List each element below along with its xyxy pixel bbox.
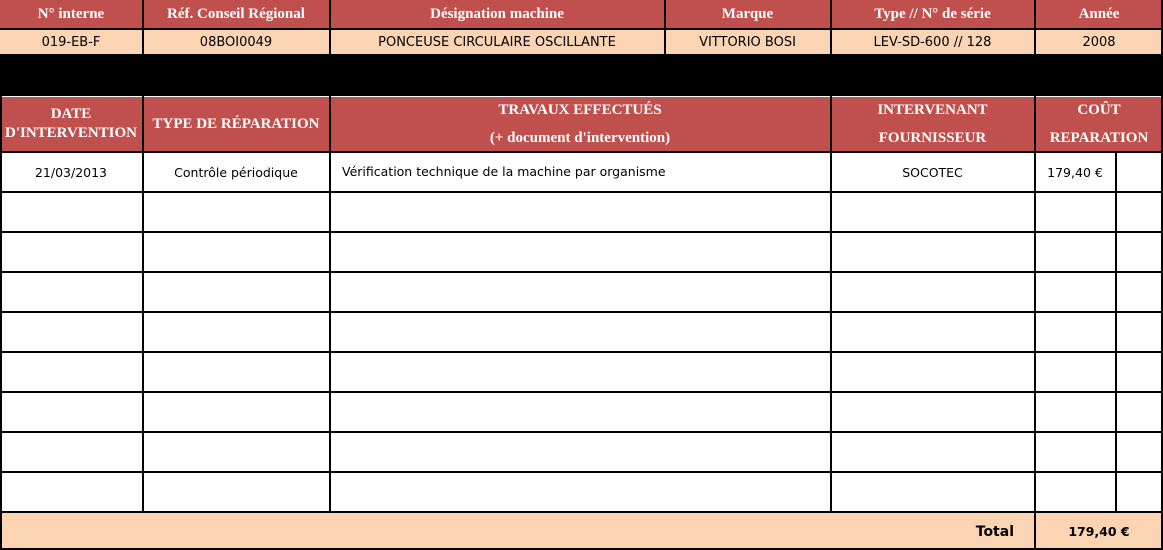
repair-cout-cell[interactable] [1035,153,1115,191]
cell-text: 08BOI0049 [199,35,273,50]
col-header-label: Réf. Conseil Régional [167,5,305,22]
col-header-cout [1035,97,1163,151]
col-header-annee [1035,0,1163,28]
cell-text: VITTORIO BOSI [699,35,796,50]
value-annee[interactable] [1035,30,1163,55]
col-header-label: Désignation machine [430,5,564,22]
value-type-serie[interactable] [831,30,1034,55]
col-header-label: TRAVAUX EFFECTUÉS [498,102,662,118]
col-header-label: TYPE DE RÉPARATION [152,115,320,132]
cell-text: 2008 [1082,35,1116,50]
cell-text: SOCOTEC [902,164,963,180]
total-label-cell [0,513,1034,550]
col-header-label: DATE [50,106,92,122]
cell-text: 179,40 € [1047,164,1103,180]
col-header-label: FOURNISSEUR [878,130,987,146]
col-header-ref-conseil [143,0,329,28]
total-value-cell [1035,513,1163,550]
col-header-label: Année [1078,5,1120,22]
value-marque[interactable] [665,30,830,55]
cell-text: PONCEUSE CIRCULAIRE OSCILLANTE [378,35,616,50]
col-header-type-reparation [143,97,329,151]
cell-text: Contrôle périodique [174,164,298,180]
col-header-date [0,97,142,151]
value-ref-conseil[interactable] [143,30,329,55]
col-header-label: COÛT [1077,102,1121,118]
total-label: Total [975,523,1014,540]
col-header-intervenant [831,97,1034,151]
col-header-designation [330,0,664,28]
col-header-label: INTERVENANT [877,102,988,118]
value-n-interne[interactable] [0,30,142,55]
repair-type-cell[interactable] [143,153,329,191]
col-header-label: Marque [721,5,774,22]
cell-text: LEV-SD-600 // 128 [873,35,992,50]
repair-extra-cell[interactable] [1116,153,1163,191]
col-header-label: D'INTERVENTION [5,125,137,141]
separator-bar [0,55,1163,96]
col-header-label: (+ document d'intervention) [489,130,671,146]
repair-intervenant-cell[interactable] [831,153,1034,191]
col-header-label: REPARATION [1049,130,1149,146]
cell-text: 21/03/2013 [34,164,108,180]
repair-travaux-cell[interactable] [330,153,830,191]
col-header-travaux [330,97,830,151]
col-header-label: N° interne [37,5,105,22]
col-header-type-serie [831,0,1034,28]
col-header-n-interne [0,0,142,28]
repair-date-cell[interactable] [0,153,142,191]
cell-text: 019-EB-F [41,35,101,50]
col-header-marque [665,0,830,28]
col-header-label: Type // N° de série [874,5,991,22]
total-value: 179,40 € [1068,524,1130,539]
value-designation[interactable] [330,30,664,55]
cell-text: Vérification technique de la machine par organisme [342,163,666,179]
